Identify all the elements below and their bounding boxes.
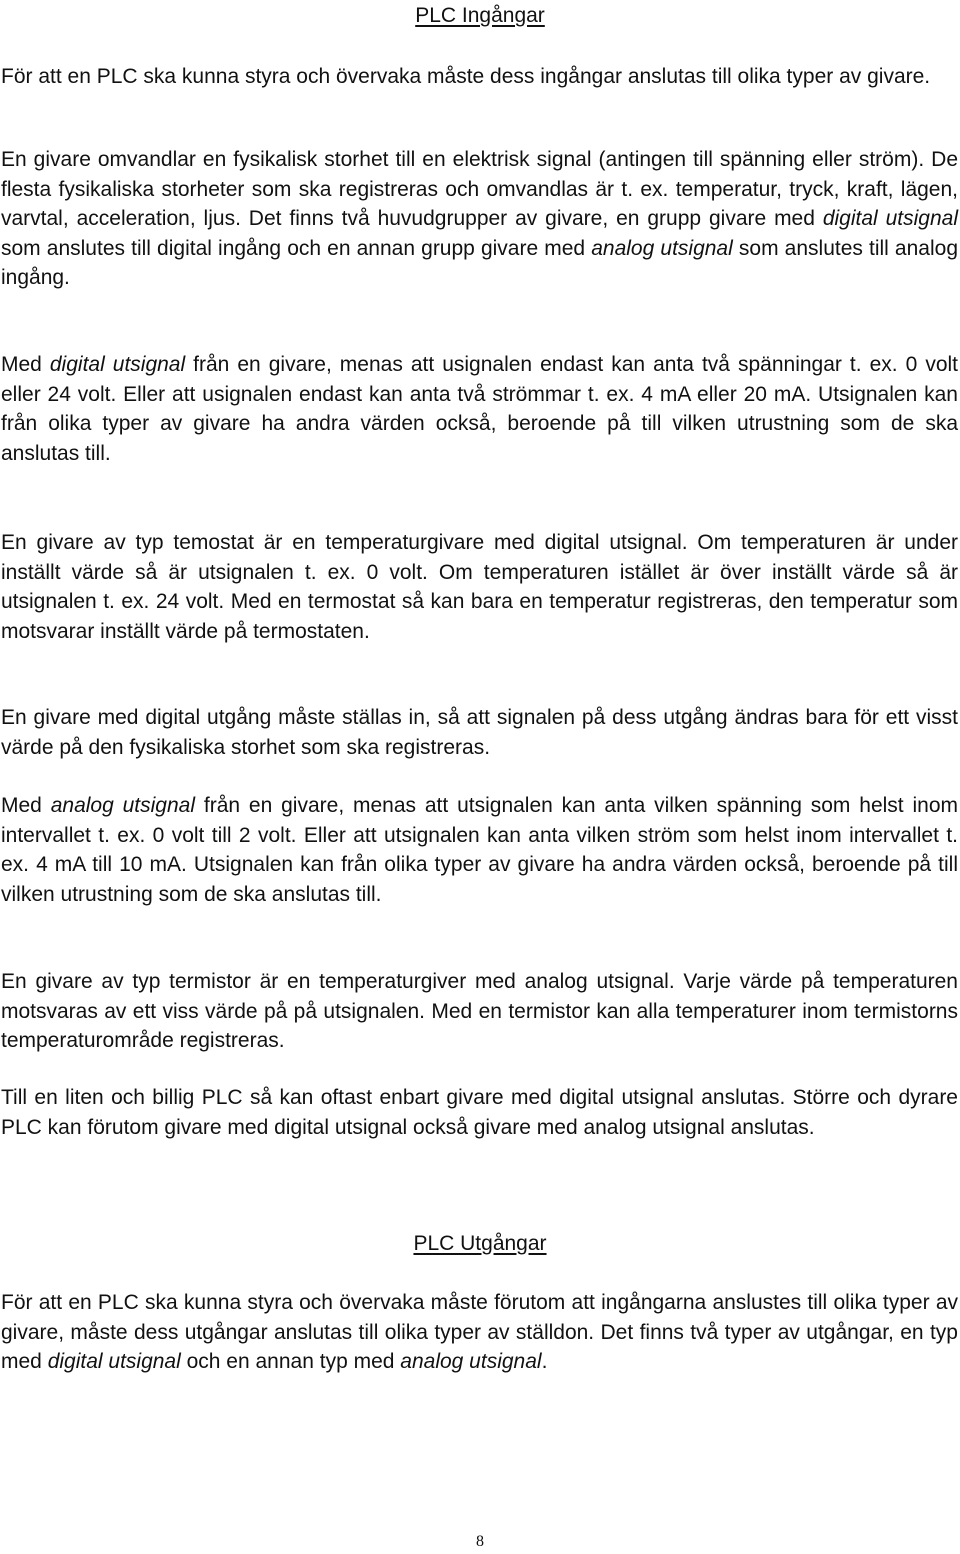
paragraph-digital-setting: En givare med digital utgång måste ställas in, så att signalen på dess utgång ändras bara för ett visst värde på den fysikaliska storhet som ska registreras. — [1, 706, 958, 759]
heading-plc-inputs: PLC Ingångar — [415, 4, 545, 27]
text-span: En givare omvandlar en fysikalisk storhet till en elektrisk signal (antingen till spänning eller ström). De flesta fysikaliska storheter som ska registreras och omvandlas är t. ex. temperatur, tryck, kraft, lägen, varvtal, acceleration, ljus. Det finns två huvudgrupper av givare, en grupp givare med — [1, 148, 958, 230]
text-span: För att en PLC ska kunna styra och övervaka måste förutom att ingångarna anslustes till olika typer av givare, måste dess utgångar anslutas till olika typer av ställdon. Det finns två typer av utgångar, en typ med — [1, 1291, 958, 1373]
paragraph-thermostat: En givare av typ temostat är en temperaturgivare med digital utsignal. Om temperaturen är under inställt värde så är utsignalen t. ex. 0 volt. Om temperaturen istället är över inställt värde så är utsignalen t. ex. 24 volt. Med en termostat så kan bara en temperatur registreras, den temperatur som motsvarar inställt värde på termostaten. — [1, 531, 958, 643]
text-span: och en annan typ med — [180, 1350, 401, 1373]
heading-plc-outputs: PLC Utgångar — [413, 1232, 547, 1255]
paragraph-digital-signal — [1, 350, 958, 468]
emphasis-analog-output: analog utsignal — [591, 236, 733, 260]
paragraph-intro: För att en PLC ska kunna styra och övervaka måste dess ingångar anslutas till olika typer av givare. — [1, 65, 931, 88]
paragraph-sensor-definition — [1, 145, 958, 293]
paragraph-plc-sizes: Till en liten och billig PLC så kan oftast enbart givare med digital utsignal anslutas. Större och dyrare PLC kan förutom givare med digital utsignal också givare med analog utsignal anslutas. — [1, 1086, 958, 1139]
emphasis-digital-output: digital utsignal — [47, 1350, 181, 1373]
text-span: Med — [1, 353, 50, 376]
emphasis-analog-output: analog utsignal — [400, 1350, 542, 1373]
text-span: från en givare, menas att utsignalen kan anta vilken spänning som helst inom intervallet t. ex. 0 volt till 2 volt. Eller att utsignalen kan anta vilken ström som helst inom intervallet t. ex. 4 mA till 10 mA. Utsignalen kan från olika typer av givare ha andra värden också, beroende på till vilken utrustning som de ska anslutas till. — [1, 794, 958, 906]
paragraph-analog-signal — [1, 791, 958, 909]
text-span: Med — [1, 794, 51, 817]
paragraph-thermistor: En givare av typ termistor är en temperaturgiver med analog utsignal. Varje värde på temperaturen motsvaras av ett viss värde på på utsignalen. Med en termistor kan alla temperaturer inom termistorns temperaturområde registreras. — [1, 970, 958, 1052]
text-span: som anslutes till digital ingång och en annan grupp givare med — [1, 236, 592, 260]
text-span: . — [541, 1350, 548, 1373]
text-span: från en givare, menas att usignalen endast kan anta två spänningar t. ex. 0 volt eller 24 volt. Eller att usignalen endast kan anta två strömmar t. ex. 4 mA eller 20 mA. Utsignalen kan från olika typer av givare ha andra värden också, beroende på till vilken utrustning som de ska anslutas till. — [1, 353, 958, 465]
paragraph-outputs — [1, 1288, 958, 1377]
emphasis-digital-output: digital utsignal — [822, 207, 958, 230]
text-span: som anslutes till analog ingång. — [1, 236, 958, 289]
emphasis-digital-output: digital utsignal — [49, 353, 186, 376]
page-number: 8 — [476, 1533, 484, 1550]
emphasis-analog-output: analog utsignal — [50, 794, 196, 817]
